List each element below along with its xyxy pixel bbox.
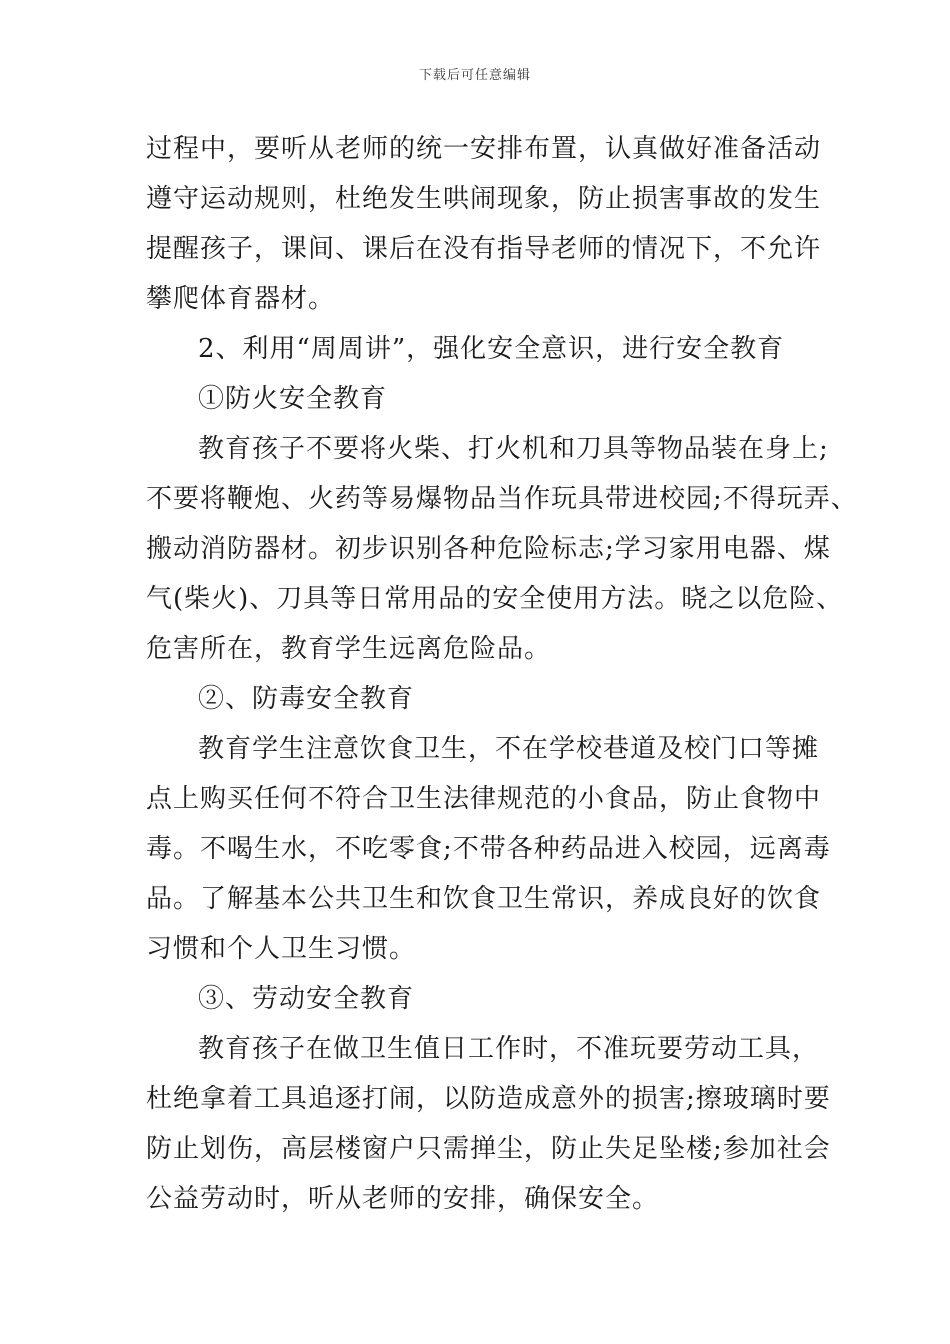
- text-line: 点上购买任何不符合卫生法律规范的小食品，防止食物中: [146, 784, 822, 814]
- paragraph-start: 教育学生注意饮食卫生，不在学校巷道及校门口等摊: [198, 734, 820, 764]
- text-line: 品。了解基本公共卫生和饮食卫生常识，养成良好的饮食: [146, 884, 822, 914]
- text-line: 过程中，要听从老师的统一安排布置，认真做好准备活动: [146, 134, 822, 164]
- section-heading: 2、利用“周周讲”，强化安全意识，进行安全教育: [198, 334, 785, 364]
- text-line: 危害所在，教育学生远离危险品。: [146, 634, 552, 664]
- subsection-heading: ②、防毒安全教育: [198, 684, 415, 714]
- text-line: 攀爬体育器材。: [146, 284, 336, 314]
- page-header: 下载后可任意编辑: [418, 68, 531, 83]
- text-line: 杜绝拿着工具追逐打闹，以防造成意外的损害;擦玻璃时要: [146, 1084, 831, 1114]
- text-line: 搬动消防器材。初步识别各种危险标志;学习家用电器、煤: [146, 534, 831, 564]
- text-line: 防止划伤，高层楼窗户只需掸尘，防止失足坠楼;参加社会: [146, 1134, 831, 1164]
- paragraph-start: 教育孩子不要将火柴、打火机和刀具等物品装在身上;: [198, 434, 829, 464]
- text-line: 习惯和个人卫生习惯。: [146, 934, 417, 964]
- text-line: 公益劳动时，听从老师的安排，确保安全。: [146, 1184, 660, 1214]
- subsection-heading: ③、劳动安全教育: [198, 984, 415, 1014]
- text-line: 提醒孩子，课间、课后在没有指导老师的情况下，不允许: [146, 234, 822, 264]
- text-line: 遵守运动规则，杜绝发生哄闹现象，防止损害事故的发生: [146, 184, 822, 214]
- text-line: 毒。不喝生水，不吃零食;不带各种药品进入校园，远离毒: [146, 834, 831, 864]
- document-body: [146, 124, 858, 1224]
- subsection-heading: ①防火安全教育: [198, 384, 388, 414]
- text-line: 气(柴火)、刀具等日常用品的安全使用方法。晓之以危险、: [146, 584, 844, 614]
- text-line: 不要将鞭炮、火药等易爆物品当作玩具带进校园;不得玩弄、: [146, 484, 858, 514]
- paragraph-start: 教育孩子在做卫生值日工作时，不准玩要劳动工具，: [198, 1034, 820, 1064]
